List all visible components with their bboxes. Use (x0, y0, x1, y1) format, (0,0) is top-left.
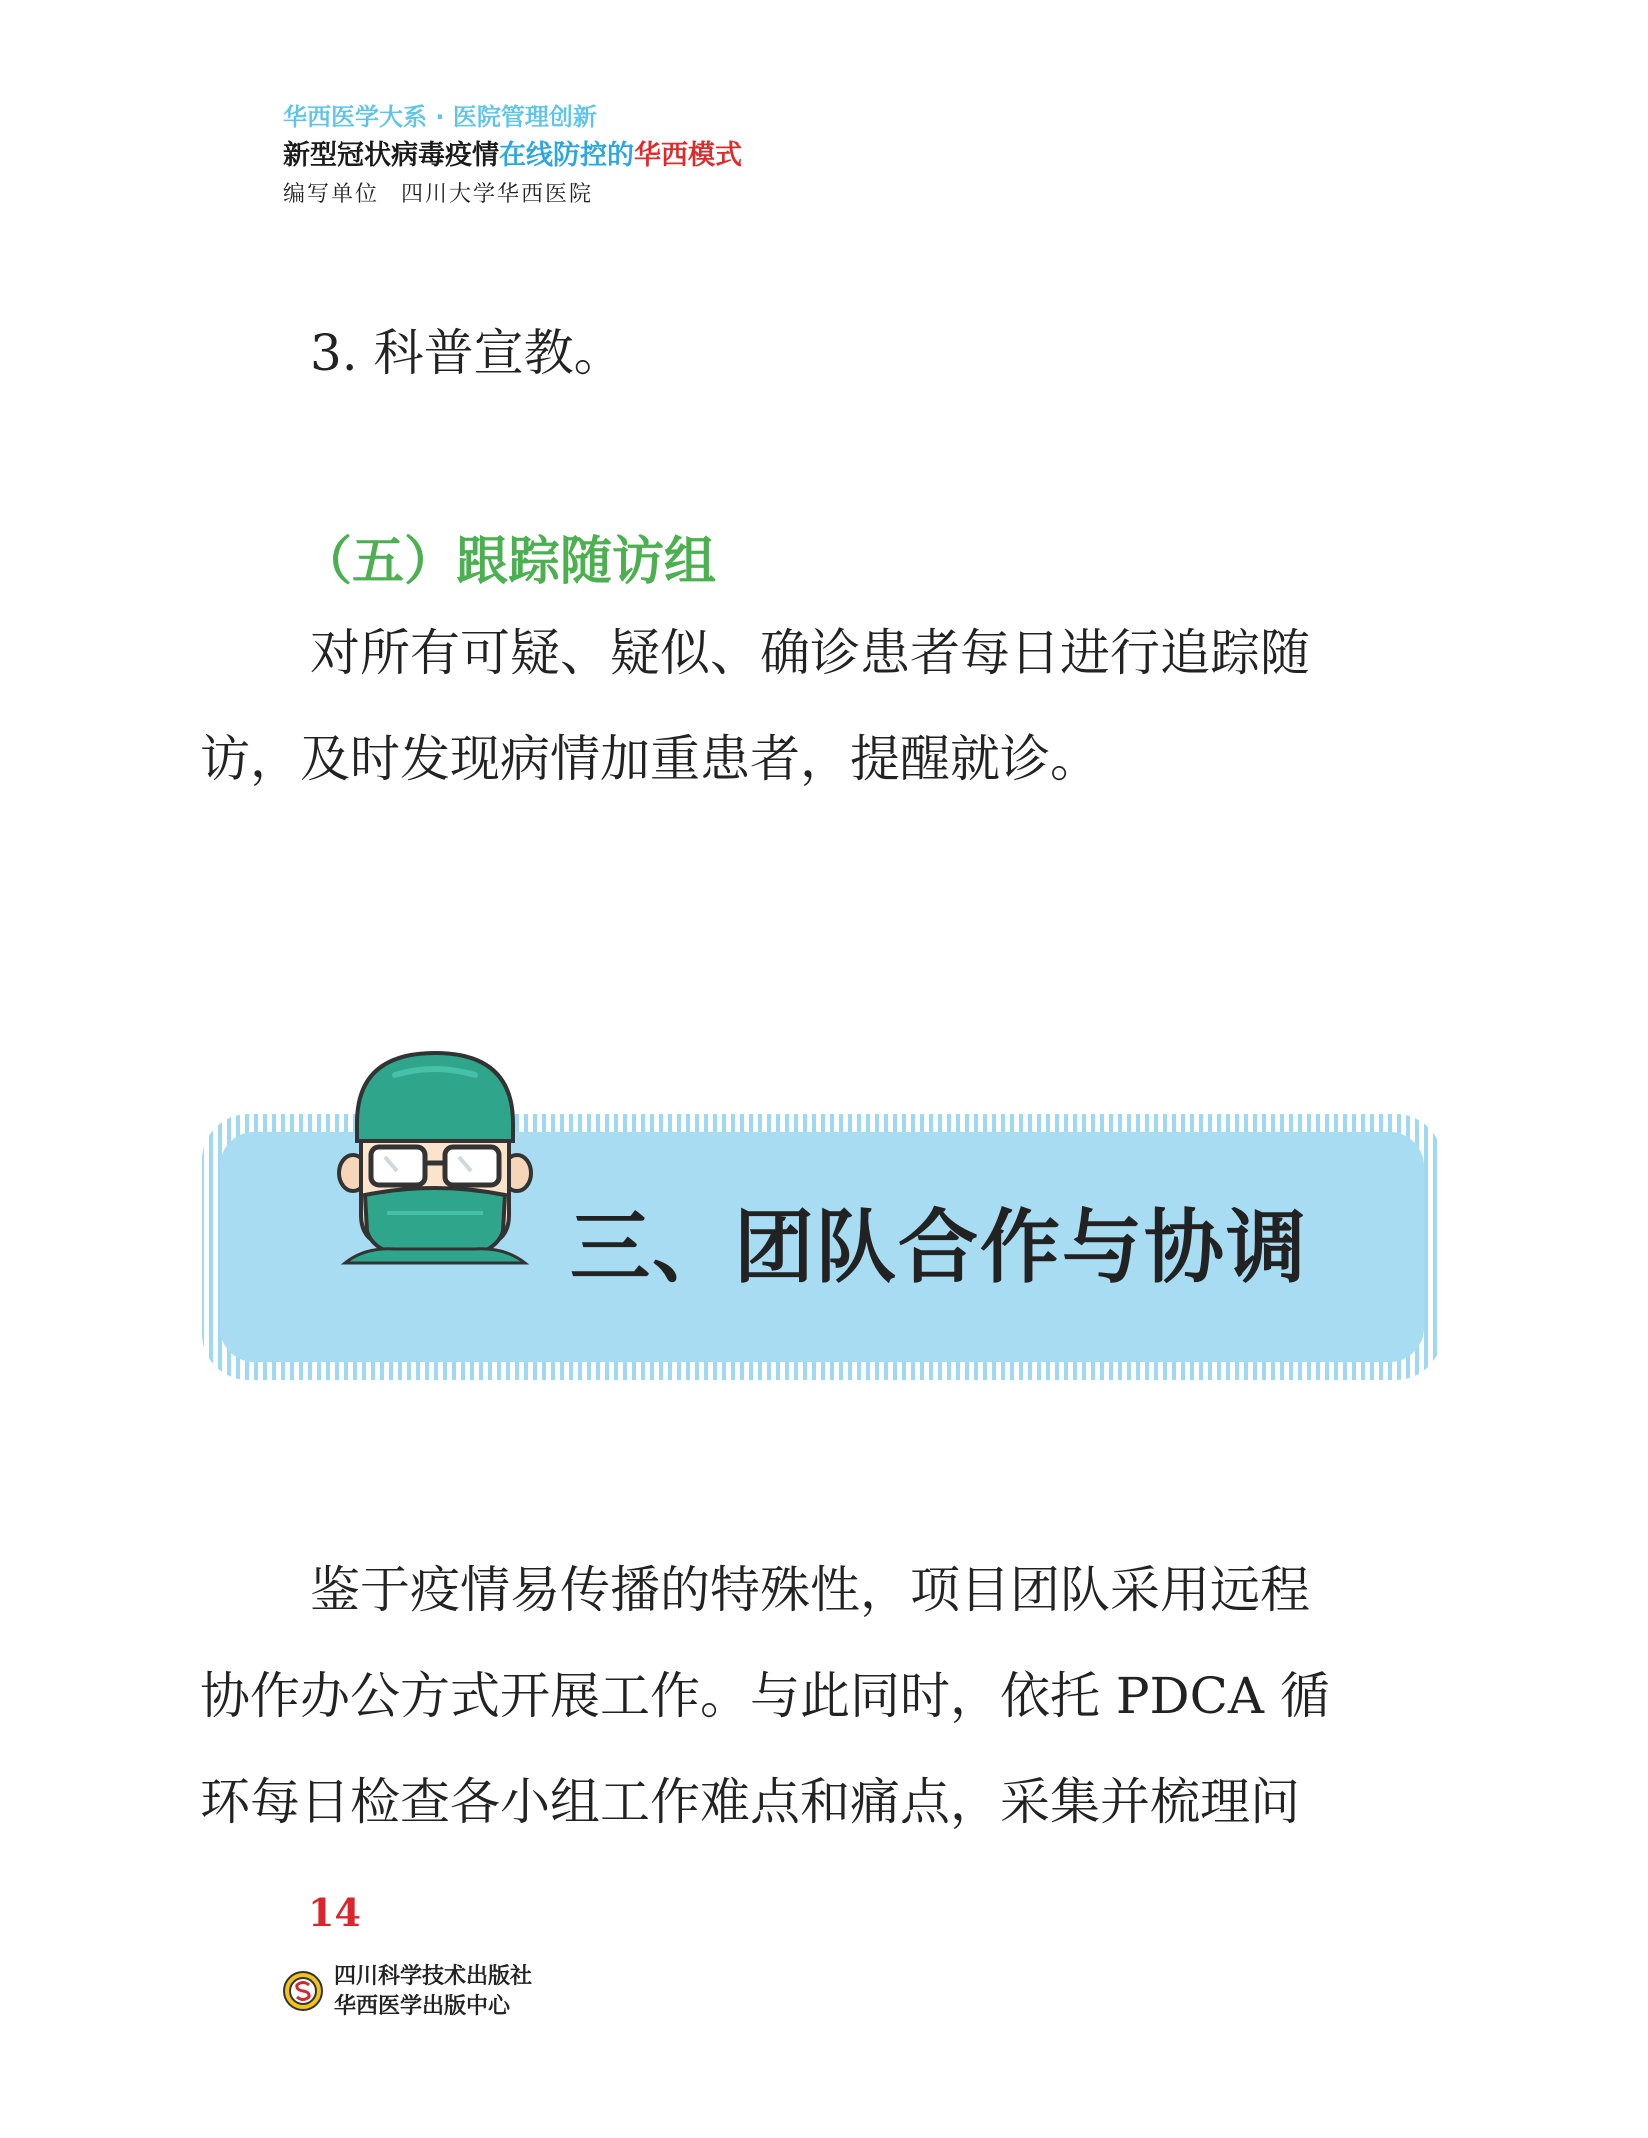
page-number: 14 (308, 1890, 361, 1935)
section-paragraph (200, 600, 1460, 812)
paragraph-line: 对所有可疑、疑似、确诊患者每日进行追踪随 (310, 624, 1310, 682)
publisher-name-1: 四川科学技术出版社 (334, 1964, 533, 1989)
publisher-names (334, 1962, 532, 2022)
editor-line (283, 180, 742, 210)
book-title-part3: 华西模式 (634, 140, 742, 171)
doctor-illustration (335, 1045, 535, 1265)
chapter-title: 三、团队合作与协调 (570, 1201, 1308, 1294)
series-title: 华西医学大系 · 医院管理创新 (283, 103, 597, 131)
body-paragraph (200, 1537, 1460, 1855)
paragraph-line: 访，及时发现病情加重患者，提醒就诊。 (200, 730, 1100, 788)
paragraph-line: 环每日检查各小组工作难点和痛点，采集并梳理问 (200, 1773, 1300, 1831)
list-item-3: 3. 科普宣教。 (310, 324, 624, 382)
publisher-logo-icon (282, 1970, 324, 2012)
book-title-part1: 新型冠状病毒疫情 (283, 140, 499, 171)
editor-label: 编写单位 (283, 182, 380, 207)
paragraph-line: 协作办公方式开展工作。与此同时，依托 PDCA 循 (200, 1667, 1330, 1725)
book-title-part2: 在线防控的 (499, 140, 634, 171)
editor-value: 四川大学华西医院 (401, 182, 594, 207)
section-heading: （五）跟踪随访组 (300, 532, 717, 592)
paragraph-line: 鉴于疫情易传播的特殊性，项目团队采用远程 (310, 1561, 1310, 1619)
running-header (283, 102, 742, 210)
publisher-name-2: 华西医学出版中心 (334, 1994, 511, 2019)
book-title (283, 138, 742, 174)
